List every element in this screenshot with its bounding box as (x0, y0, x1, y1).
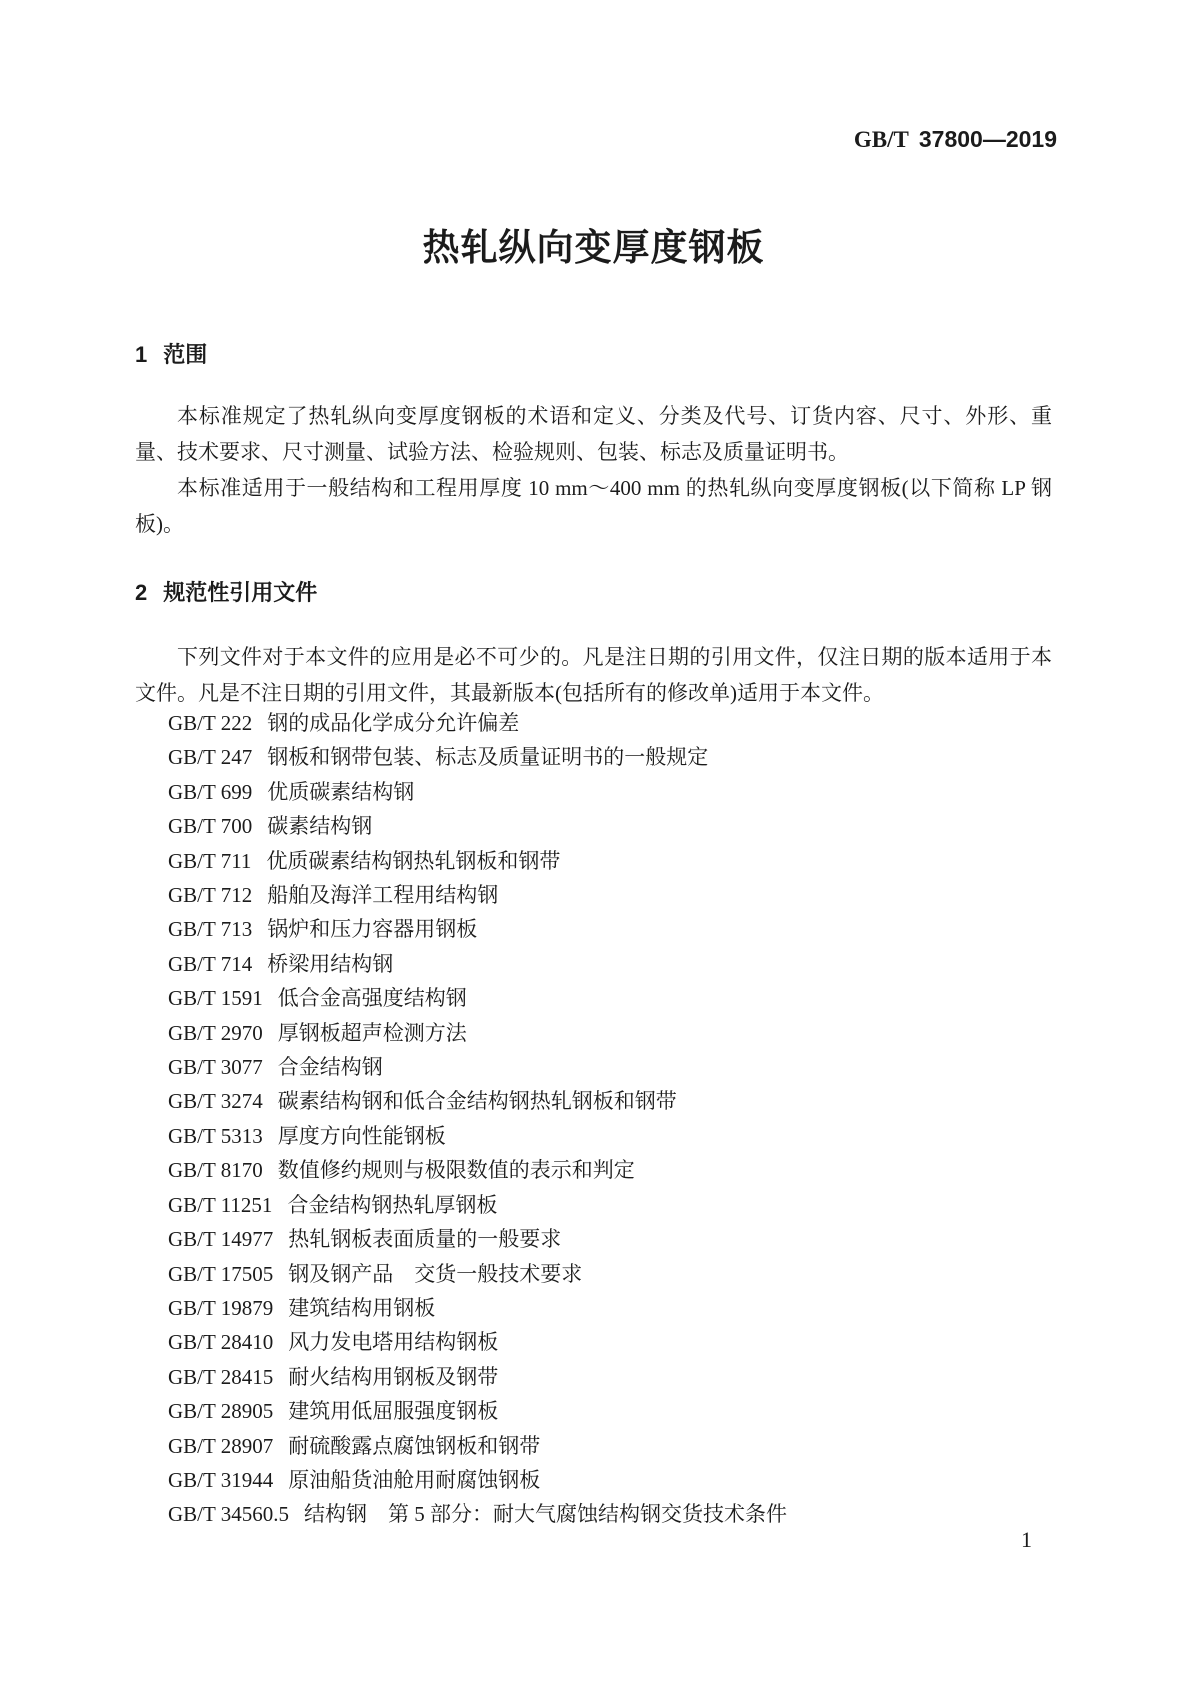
reference-code: GB/T 31944 (168, 1467, 274, 1492)
reference-title: 低合金高强度结构钢 (277, 986, 467, 1011)
reference-title: 数值修约规则与极限数值的表示和判定 (277, 1158, 635, 1183)
reference-title: 建筑用低屈服强度钢板 (288, 1399, 499, 1424)
scope-body (135, 398, 1052, 542)
reference-item (135, 1429, 1052, 1463)
reference-code: GB/T 14977 (168, 1227, 274, 1252)
reference-item (135, 1360, 1052, 1394)
scope-paragraph-1: 本标准规定了热轧纵向变厚度钢板的术语和定义、分类及代号、订货内容、尺寸、外形、重量、技术要求、尺寸测量、试验方法、检验规则、包装、标志及质量证明书。 (135, 404, 1052, 464)
reference-item (135, 1291, 1052, 1325)
reference-item (135, 1188, 1052, 1222)
reference-code: GB/T 714 (168, 951, 253, 976)
reference-title: 结构钢 第 5 部分：耐大气腐蚀结构钢交货技术条件 (303, 1502, 787, 1527)
reference-title: 耐火结构用钢板及钢带 (288, 1364, 499, 1389)
reference-item (135, 947, 1052, 981)
section-heading-normative-references (135, 581, 1052, 605)
reference-title: 热轧钢板表面质量的一般要求 (288, 1227, 562, 1252)
reference-item (135, 878, 1052, 912)
reference-code: GB/T 28907 (168, 1433, 274, 1458)
reference-title: 厚钢板超声检测方法 (277, 1020, 467, 1045)
document-title: 热轧纵向变厚度钢板 (422, 227, 765, 268)
section-title: 范围 (163, 342, 208, 367)
section-number: 2 (135, 580, 148, 605)
reference-code: GB/T 712 (168, 883, 253, 908)
reference-code: GB/T 700 (168, 814, 253, 839)
standard-number: 37800—2019 (918, 126, 1057, 152)
reference-code: GB/T 5313 (168, 1123, 263, 1148)
reference-title: 钢及钢产品 交货一般技术要求 (288, 1261, 583, 1286)
reference-code: GB/T 1591 (168, 986, 263, 1011)
scope-paragraph-2: 本标准适用于一般结构和工程用厚度 10 mm～400 mm 的热轧纵向变厚度钢板(以下简称 LP 钢板)。 (135, 476, 1052, 536)
reference-item (135, 1050, 1052, 1084)
reference-code: GB/T 222 (168, 711, 253, 735)
reference-title: 锅炉和压力容器用钢板 (267, 917, 478, 942)
reference-code: GB/T 3274 (168, 1089, 263, 1114)
reference-code: GB/T 28410 (168, 1330, 274, 1355)
reference-item (135, 1394, 1052, 1428)
reference-title: 合金结构钢热轧厚钢板 (287, 1192, 498, 1217)
reference-title: 原油船货油舱用耐腐蚀钢板 (288, 1467, 541, 1492)
reference-title: 合金结构钢 (277, 1055, 383, 1080)
reference-code: GB/T 8170 (168, 1158, 263, 1183)
reference-code: GB/T 34560.5 (168, 1502, 289, 1527)
reference-code: GB/T 247 (168, 745, 253, 770)
reference-item (135, 740, 1052, 774)
reference-code: GB/T 2970 (168, 1020, 263, 1045)
reference-title: 优质碳素结构钢热轧钢板和钢带 (266, 848, 561, 873)
reference-title: 优质碳素结构钢 (267, 779, 415, 804)
standard-number-header (135, 126, 1057, 153)
reference-item (135, 1463, 1052, 1497)
reference-item (135, 1257, 1052, 1291)
reference-code: GB/T 19879 (168, 1295, 274, 1320)
section-heading-scope (135, 343, 1052, 367)
reference-code: GB/T 713 (168, 917, 253, 942)
reference-item (135, 981, 1052, 1015)
reference-list (135, 706, 1052, 1532)
reference-code: GB/T 11251 (168, 1192, 273, 1217)
reference-title: 钢的成品化学成分允许偏差 (267, 711, 520, 735)
reference-code: GB/T 3077 (168, 1055, 263, 1080)
references-intro-paragraph: 下列文件对于本文件的应用是必不可少的。凡是注日期的引用文件，仅注日期的版本适用于本文件。凡是不注日期的引用文件，其最新版本(包括所有的修改单)适用于本文件。 (135, 645, 1052, 705)
reference-code: GB/T 28905 (168, 1399, 274, 1424)
reference-item (135, 1222, 1052, 1256)
reference-code: GB/T 28415 (168, 1364, 274, 1389)
standard-prefix: GB/T (853, 127, 909, 152)
reference-title: 耐硫酸露点腐蚀钢板和钢带 (288, 1433, 541, 1458)
section-number: 1 (135, 342, 148, 367)
reference-title: 碳素结构钢 (267, 814, 373, 839)
reference-item (135, 1119, 1052, 1153)
reference-item (135, 706, 1052, 740)
reference-item (135, 1084, 1052, 1118)
reference-title: 船舶及海洋工程用结构钢 (267, 883, 499, 908)
reference-title: 钢板和钢带包装、标志及质量证明书的一般规定 (267, 745, 709, 770)
reference-code: GB/T 17505 (168, 1261, 274, 1286)
reference-item (135, 775, 1052, 809)
reference-title: 建筑结构用钢板 (288, 1295, 436, 1320)
reference-item (135, 1016, 1052, 1050)
reference-title: 风力发电塔用结构钢板 (288, 1330, 499, 1355)
reference-item (135, 844, 1052, 878)
section-title: 规范性引用文件 (163, 580, 318, 605)
reference-item (135, 809, 1052, 843)
references-intro (135, 639, 1052, 711)
reference-item (135, 912, 1052, 946)
reference-item (135, 1153, 1052, 1187)
reference-title: 厚度方向性能钢板 (277, 1123, 446, 1148)
reference-title: 桥梁用结构钢 (267, 951, 394, 976)
reference-code: GB/T 711 (168, 848, 252, 873)
page-number: 1 (1021, 1527, 1032, 1552)
reference-title: 碳素结构钢和低合金结构钢热轧钢板和钢带 (277, 1089, 677, 1114)
reference-code: GB/T 699 (168, 779, 253, 804)
reference-item (135, 1325, 1052, 1359)
